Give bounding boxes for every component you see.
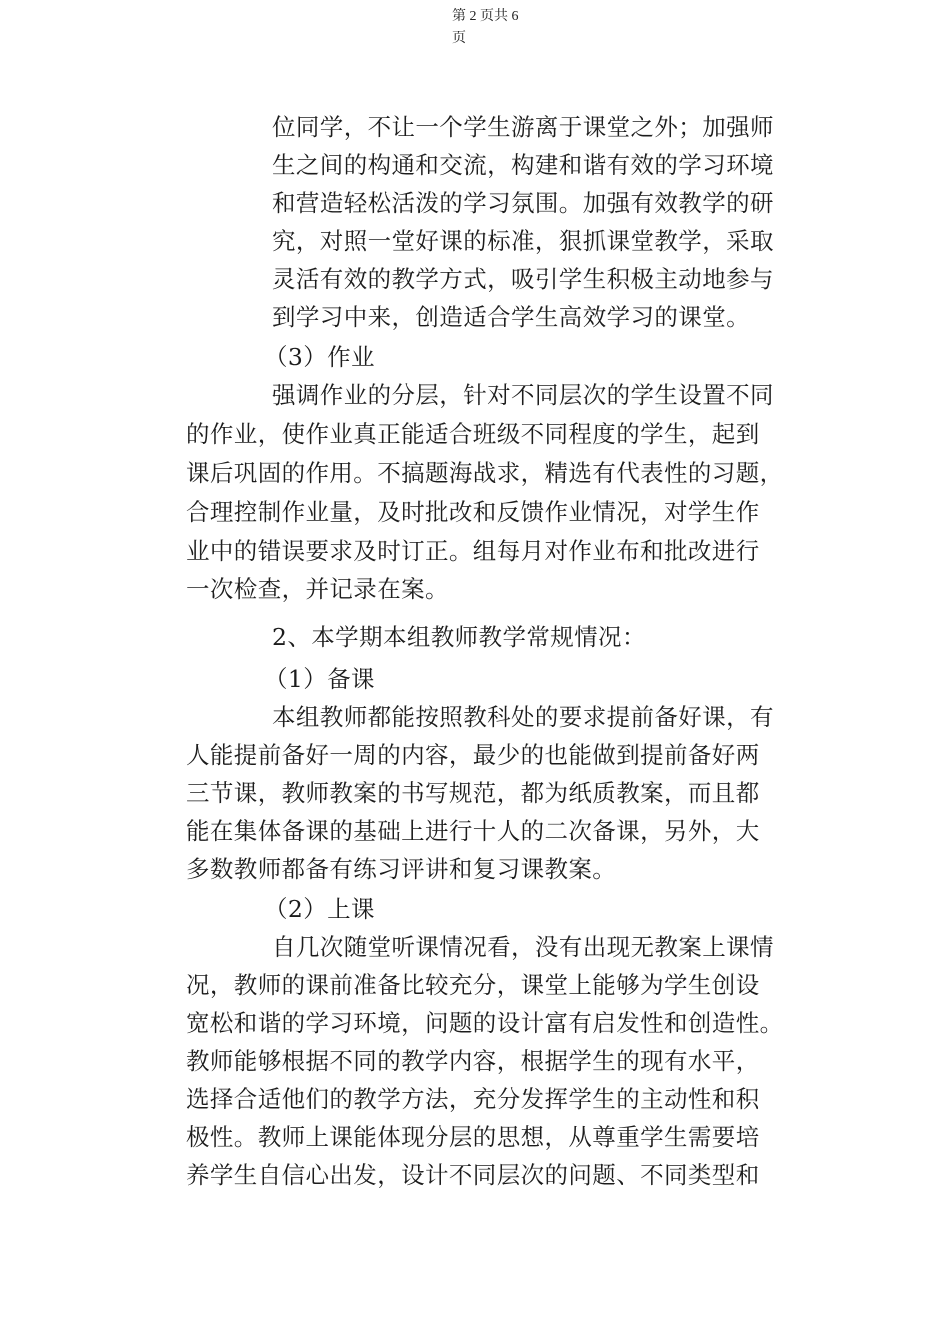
- text-line: 强调作业的分层，针对不同层次的学生设置不同: [272, 381, 774, 409]
- page-number-line-1: 第 2 页共 6: [452, 9, 519, 24]
- text-line: 的作业，使作业真正能适合班级不同程度的学生，起到: [186, 420, 760, 448]
- text-line: 选择合适他们的教学方法，充分发挥学生的主动性和积: [186, 1085, 760, 1113]
- text-line: 位同学，不让一个学生游离于课堂之外；加强师: [272, 113, 774, 141]
- text-line: 合理控制作业量，及时批改和反馈作业情况，对学生作: [186, 498, 760, 526]
- text-line: 究，对照一堂好课的标准，狠抓课堂教学，采取: [272, 227, 774, 255]
- text-line: 生之间的构通和交流，构建和谐有效的学习环境: [272, 151, 774, 179]
- text-line: 能在集体备课的基础上进行十人的二次备课，另外，大: [186, 817, 760, 845]
- section-heading: （2）上课: [264, 895, 375, 923]
- text-line: 人能提前备好一周的内容，最少的也能做到提前备好两: [186, 741, 760, 769]
- text-line: 灵活有效的教学方式，吸引学生积极主动地参与: [272, 265, 774, 293]
- section-heading: （1）备课: [264, 665, 375, 693]
- text-line: 三节课，教师教案的书写规范，都为纸质教案，而且都: [186, 779, 760, 807]
- text-line: 养学生自信心出发，设计不同层次的问题、不同类型和: [186, 1161, 760, 1189]
- text-line: 极性。教师上课能体现分层的思想，从尊重学生需要培: [186, 1123, 760, 1151]
- text-line: 况，教师的课前准备比较充分，课堂上能够为学生创设: [186, 971, 760, 999]
- page-number-header: [452, 6, 552, 50]
- text-line: 到学习中来，创造适合学生高效学习的课堂。: [272, 303, 750, 331]
- text-line: 本组教师都能按照教科处的要求提前备好课，有: [272, 703, 774, 731]
- text-line: 和营造轻松活泼的学习氛围。加强有效教学的研: [272, 189, 774, 217]
- text-line: 教师能够根据不同的教学内容，根据学生的现有水平，: [186, 1047, 760, 1075]
- text-line: 业中的错误要求及时订正。组每月对作业布和批改进行: [186, 537, 760, 565]
- page-number-line-2: 页: [452, 31, 466, 46]
- section-heading: （3）作业: [264, 343, 375, 371]
- text-line: 课后巩固的作用。不搞题海战求，精选有代表性的习题，: [186, 459, 784, 487]
- section-heading: 2、本学期本组教师教学常规情况：: [272, 623, 646, 651]
- text-line: 多数教师都备有练习评讲和复习课教案。: [186, 855, 617, 883]
- text-line: 一次检查，并记录在案。: [186, 575, 449, 603]
- text-line: 自几次随堂听课情况看，没有出现无教案上课情: [272, 933, 774, 961]
- text-line: 宽松和谐的学习环境，问题的设计富有启发性和创造性。: [186, 1009, 784, 1037]
